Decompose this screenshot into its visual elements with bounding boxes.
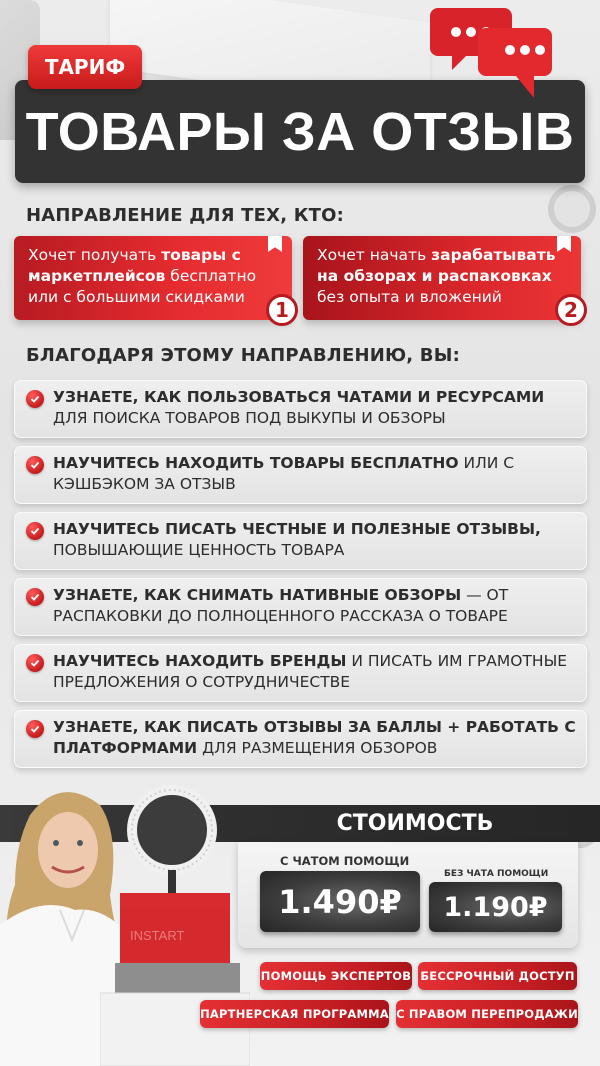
page-title: ТОВАРЫ ЗА ОТЗЫВ — [25, 101, 575, 162]
number-badge: 2 — [555, 294, 587, 326]
audience-card-1: Хочет получать товары с маркетплейсов бесплатно или с большими скидками 1 — [14, 236, 292, 320]
number-badge: 1 — [266, 294, 298, 326]
check-icon — [26, 720, 44, 738]
feature-pill-experts: ПОМОЩЬ ЭКСПЕРТОВ — [260, 962, 412, 990]
decorative-ring — [548, 185, 596, 233]
pricing-title: СТОИМОСТЬ — [336, 811, 494, 836]
price-without-chat[interactable]: 1.190₽ — [429, 882, 562, 932]
bookmark-icon — [268, 236, 282, 252]
check-icon — [26, 588, 44, 606]
chat-bubbles-icon — [430, 0, 560, 105]
check-icon — [26, 456, 44, 474]
pricing-panel — [238, 842, 578, 948]
check-icon — [26, 390, 44, 408]
benefit-item: УЗНАЕТЕ, КАК ПИСАТЬ ОТЗЫВЫ ЗА БАЛЛЫ + РАБОТАТЬ С ПЛАТФОРМАМИ ДЛЯ РАЗМЕЩЕНИЯ ОБЗОРОВ — [14, 710, 587, 768]
tariff-tag: ТАРИФ — [28, 45, 142, 89]
benefit-item: НАУЧИТЕСЬ НАХОДИТЬ БРЕНДЫ И ПИСАТЬ ИМ ГРАМОТНЫЕ ПРЕДЛОЖЕНИЯ О СОТРУДНИЧЕСТВЕ — [14, 644, 587, 702]
benefit-item: НАУЧИТЕСЬ ПИСАТЬ ЧЕСТНЫЕ И ПОЛЕЗНЫЕ ОТЗЫВЫ, ПОВЫШАЮЩИЕ ЦЕННОСТЬ ТОВАРА — [14, 512, 587, 570]
audience-card-2: Хочет начать зарабатывать на обзорах и распаковках без опыта и вложений 2 — [303, 236, 581, 320]
feature-pill-lifetime-access: БЕССРОЧНЫЙ ДОСТУП — [418, 962, 577, 990]
svg-text:INSTART: INSTART — [130, 928, 185, 943]
benefit-item: УЗНАЕТЕ, КАК СНИМАТЬ НАТИВНЫЕ ОБЗОРЫ — ОТ РАСПАКОВКИ ДО ПОЛНОЦЕННОГО РАССКАЗА О ТОВАРЕ — [14, 578, 587, 636]
bookmark-icon — [557, 236, 571, 252]
audience-heading: НАПРАВЛЕНИЕ ДЛЯ ТЕХ, КТО: — [26, 205, 344, 226]
benefit-item: НАУЧИТЕСЬ НАХОДИТЬ ТОВАРЫ БЕСПЛАТНО ИЛИ С КЭШБЭКОМ ЗА ОТЗЫВ — [14, 446, 587, 504]
benefit-item: УЗНАЕТЕ, КАК ПОЛЬЗОВАТЬСЯ ЧАТАМИ И РЕСУРСАМИ ДЛЯ ПОИСКА ТОВАРОВ ПОД ВЫКУПЫ И ОБЗОРЫ — [14, 380, 587, 438]
price-with-chat[interactable]: 1.490₽ — [260, 871, 420, 932]
feature-pill-resale-rights: С ПРАВОМ ПЕРЕПРОДАЖИ — [396, 1000, 578, 1028]
feature-pill-affiliate: ПАРТНЕРСКАЯ ПРОГРАММА — [200, 1000, 389, 1028]
benefits-heading: БЛАГОДАРЯ ЭТОМУ НАПРАВЛЕНИЮ, ВЫ: — [26, 345, 460, 366]
check-icon — [26, 522, 44, 540]
price-option-label: С ЧАТОМ ПОМОЩИ — [280, 854, 410, 868]
check-icon — [26, 654, 44, 672]
price-option-label: БЕЗ ЧАТА ПОМОЩИ — [444, 869, 549, 879]
